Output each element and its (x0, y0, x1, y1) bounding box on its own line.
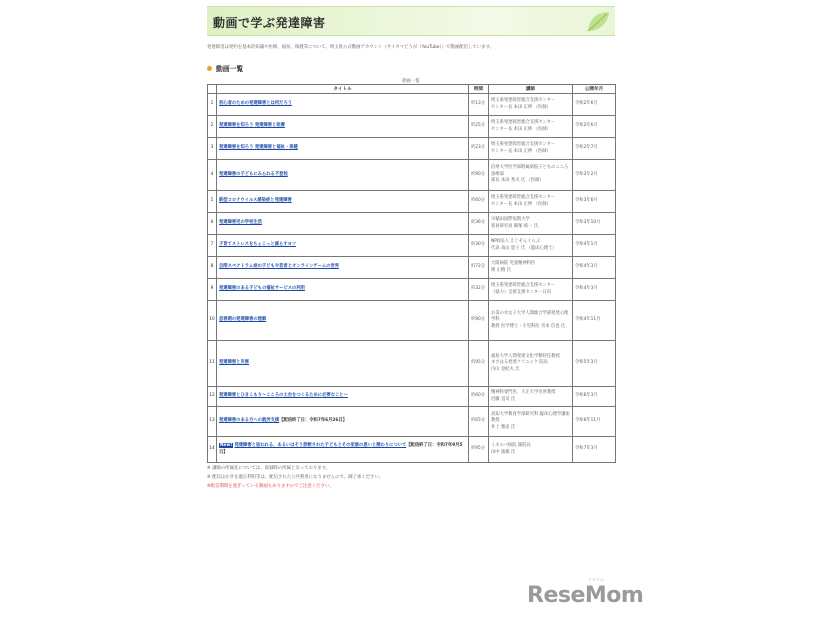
lecturer-line: センター長 本田 正伸 （医師） (491, 104, 551, 110)
title-cell (217, 94, 469, 116)
table-row (208, 257, 616, 279)
title-cell (217, 407, 469, 437)
date-cell: 令和4年3月 (573, 279, 616, 301)
footnote-2: ※ 配信はかきを適正利用等は、配信された公共利用になりませんので、御了承ください。 (207, 475, 384, 480)
lecturer-line: 早稲田国際短期大学 (491, 217, 530, 222)
duration-cell: 約60分 (469, 387, 489, 407)
title-cell (217, 301, 469, 341)
row-number: 2 (208, 116, 217, 138)
video-link[interactable]: 発達障害を知ろう 発達障害と医療 (219, 123, 285, 129)
lecturer-line: 精神科専門医、大正大学名誉教授 (491, 390, 556, 395)
lecturer-line: 埼玉県発達障害総合支援センター (491, 142, 556, 147)
video-link[interactable]: 発達障害を知ろう 発達障害と福祉・保健 (219, 145, 298, 151)
lecturer-cell (489, 407, 573, 437)
lecturer-line: センター長 本田 正伸 （医師） (491, 201, 551, 207)
video-link[interactable]: 発達障害と災害 (219, 360, 250, 366)
date-cell: 令和2年7月 (573, 138, 616, 160)
table-row (208, 213, 616, 235)
lecturer-cell (489, 437, 573, 463)
lecturer-cell (489, 341, 573, 387)
table-row (208, 235, 616, 257)
lecturer-cell (489, 257, 573, 279)
lecturer-line: NPO法人 えじそんくらぶ (491, 239, 541, 244)
table-caption: 動画一覧 (402, 79, 420, 84)
lecturer-cell (489, 387, 573, 407)
col-header-lecturer: 講師 (489, 85, 573, 94)
duration-cell: 約13分 (469, 94, 489, 116)
lecturer-line: 客員研究員 飯塚 純一 氏 (491, 223, 539, 229)
table-body (208, 94, 616, 463)
duration-cell: 約30分 (469, 235, 489, 257)
video-link[interactable]: 発達障害のある方への就労支援 (219, 418, 280, 424)
lecturer-line: 埼玉県発達障害総合支援センター (491, 195, 556, 200)
title-cell (217, 437, 469, 463)
table-row (208, 94, 616, 116)
row-number: 11 (208, 341, 217, 387)
table-row (208, 160, 616, 191)
title-cell (217, 257, 469, 279)
row-number: 6 (208, 213, 217, 235)
table-row (208, 279, 616, 301)
row-number: 1 (208, 94, 217, 116)
duration-cell: 約90分 (469, 160, 489, 191)
date-cell: 令和3年10月 (573, 213, 616, 235)
duration-cell: 約36分 (469, 213, 489, 235)
lecturer-cell (489, 301, 573, 341)
lecturer-line: 代表 高山 恵子 氏 （臨床心理士） (491, 245, 557, 251)
lecturer-line: 部長 本田 秀夫 氏 （医師） (491, 178, 544, 184)
video-link[interactable]: 初心者のための発達障害とは何だろう (219, 101, 293, 107)
lecturer-line: センター長 本田 正伸 （医師） (491, 148, 551, 154)
table-row (208, 407, 616, 437)
title-cell (217, 160, 469, 191)
video-table (207, 84, 616, 463)
duration-cell: 約60分 (469, 191, 489, 213)
date-cell: 令和4年1月 (573, 235, 616, 257)
lecturer-line: 教授 医学博士・小児科医 宮本 信也 氏 (491, 323, 566, 329)
row-number: 13 (208, 407, 217, 437)
row-number: 12 (208, 387, 217, 407)
lecturer-line: 内山 登紀夫 氏 (491, 366, 520, 372)
page-title: 動画で学ぶ発達障害 (213, 16, 326, 30)
title-cell (217, 213, 469, 235)
duration-cell: 約65分 (469, 407, 489, 437)
lecturer-cell (489, 160, 573, 191)
date-cell: 令和3年2月 (573, 160, 616, 191)
table-row (208, 437, 616, 463)
video-link[interactable]: 自閉スペクトラム症の子どもや若者とオンラインゲームの世界 (219, 264, 340, 270)
video-link[interactable]: 発達障害児の学校生活 (219, 220, 262, 226)
new-badge: New! (220, 443, 233, 448)
lecturer-line: 関 正樹 氏 (491, 267, 511, 273)
logo-ruby: リセマム (588, 577, 604, 582)
lecturer-cell (489, 116, 573, 138)
row-number: 14 (208, 437, 217, 463)
lecturer-line: まさはる発達クリニック 院長 (491, 360, 548, 366)
intro-text: 発達障害は発約を基本的知識や医療、福祉、保健等について、埼玉県公式動画アカウント（サイタマどうが（YouTube））で動画配信しています。 (207, 45, 494, 50)
video-link[interactable]: 思春期の発達障害の理解 (219, 317, 267, 323)
col-header-date: 公開年月 (573, 85, 616, 94)
date-cell: 令和4年11月 (573, 301, 616, 341)
row-number: 7 (208, 235, 217, 257)
video-link[interactable]: 発達障害の子どもにみられる不登校 (219, 171, 288, 177)
row-number: 5 (208, 191, 217, 213)
resemom-logo: ReseMom (527, 583, 644, 608)
duration-cell: 約95分 (469, 437, 489, 463)
video-link[interactable]: 発達障害と思われる、あるいはそう診断された子どもとその家族の思いと関わりについて (234, 443, 407, 448)
lecturer-line: 福島大学人間発達文化学類特任教授 (491, 353, 560, 359)
duration-cell: 約25分 (469, 116, 489, 138)
lecturer-line: 高知大学教育学部研究科 臨床心理学講座 教授 (491, 411, 570, 424)
lecturer-cell (489, 191, 573, 213)
lecturer-line: 埼玉県発達障害総合支援センター (491, 120, 556, 125)
duration-cell: 約95分 (469, 341, 489, 387)
date-cell: 令和3年6月 (573, 191, 616, 213)
date-cell: 令和6年3月 (573, 387, 616, 407)
distribution-note: 【配信終了日：令和7年6月26日】 (279, 418, 347, 424)
distribution-note: 【配信終了日：令和7年9月5日】 (219, 443, 463, 455)
lecturer-line: 埼玉県発達障害総合支援センター (491, 98, 556, 103)
date-cell: 令和7年3月 (573, 437, 616, 463)
lecturer-cell (489, 94, 573, 116)
table-row (208, 301, 616, 341)
lecturer-cell (489, 138, 573, 160)
section-title: 動画一覧 (216, 65, 244, 73)
table-row (208, 116, 616, 138)
title-cell (217, 138, 469, 160)
video-link[interactable]: 新型コロナウイルス感染症と発達障害 (219, 198, 292, 204)
lecturer-cell (489, 279, 573, 301)
date-cell: 令和2年6月 (573, 116, 616, 138)
col-header-title: タイトル (217, 85, 469, 94)
lecturer-line: （協力）支援支援センター日向 (491, 289, 551, 295)
row-number: 10 (208, 301, 217, 341)
row-number: 8 (208, 257, 217, 279)
bullet-icon (207, 66, 212, 71)
table-row (208, 191, 616, 213)
lecturer-line: 田中 康雄 氏 (491, 449, 516, 455)
lecturer-line: センター長 本田 正伸 （医師） (491, 126, 551, 132)
video-link[interactable]: 発達障害とひきこもり～こころの土台をつくるために必要なこと～ (219, 393, 348, 399)
table-row (208, 138, 616, 160)
col-header-no (208, 85, 217, 94)
date-cell: 令和6年11月 (573, 407, 616, 437)
duration-cell: 約72分 (469, 257, 489, 279)
lecturer-cell (489, 213, 573, 235)
duration-cell: 約23分 (469, 138, 489, 160)
title-cell (217, 387, 469, 407)
lecturer-line: 信州大学医学部附属病院子どものこころ診療部 (491, 165, 569, 177)
page-banner (207, 6, 615, 36)
title-cell (217, 116, 469, 138)
row-number: 9 (208, 279, 217, 301)
lecturer-line: ミネルバ病院 副院長 (491, 443, 531, 448)
video-link[interactable]: 発達障害のある子どもの福祉サービスの利用 (219, 286, 305, 292)
col-header-duration: 時間 (469, 85, 489, 94)
title-cell (217, 279, 469, 301)
title-cell (217, 235, 469, 257)
leaf-icon (585, 9, 611, 35)
page-content (207, 6, 615, 490)
section-heading (207, 63, 615, 73)
title-cell (217, 341, 469, 387)
duration-cell: 約32分 (469, 279, 489, 301)
lecturer-cell (489, 235, 573, 257)
table-row (208, 387, 616, 407)
row-number: 3 (208, 138, 217, 160)
lecturer-line: お茶の水女子大学人間総合学部発達心理学科 (491, 310, 569, 323)
title-cell (217, 191, 469, 213)
duration-cell: 約90分 (469, 301, 489, 341)
footnote-3: ※配信期間を過ぎっている動画もありますのでご注意ください。 (207, 484, 334, 489)
table-row (208, 341, 616, 387)
date-cell: 令和5年3月 (573, 341, 616, 387)
lecturer-line: 井上 雅彦 氏 (491, 424, 516, 430)
date-cell: 令和4年3月 (573, 257, 616, 279)
video-link[interactable]: 子育てストレスをちょこっと減らすヨツ (219, 242, 297, 248)
footnote-1: ※ 講師の所属先については、収録時の所属となっております。 (207, 466, 331, 471)
lecturer-line: 近藤 直司 氏 (491, 396, 516, 402)
row-number: 4 (208, 160, 217, 191)
date-cell: 令和2年6月 (573, 94, 616, 116)
lecturer-line: 大阪病院 児童精神科医 (491, 261, 536, 266)
table-header-row (208, 85, 616, 94)
lecturer-line: 埼玉県発達障害総合支援センター (491, 283, 556, 288)
